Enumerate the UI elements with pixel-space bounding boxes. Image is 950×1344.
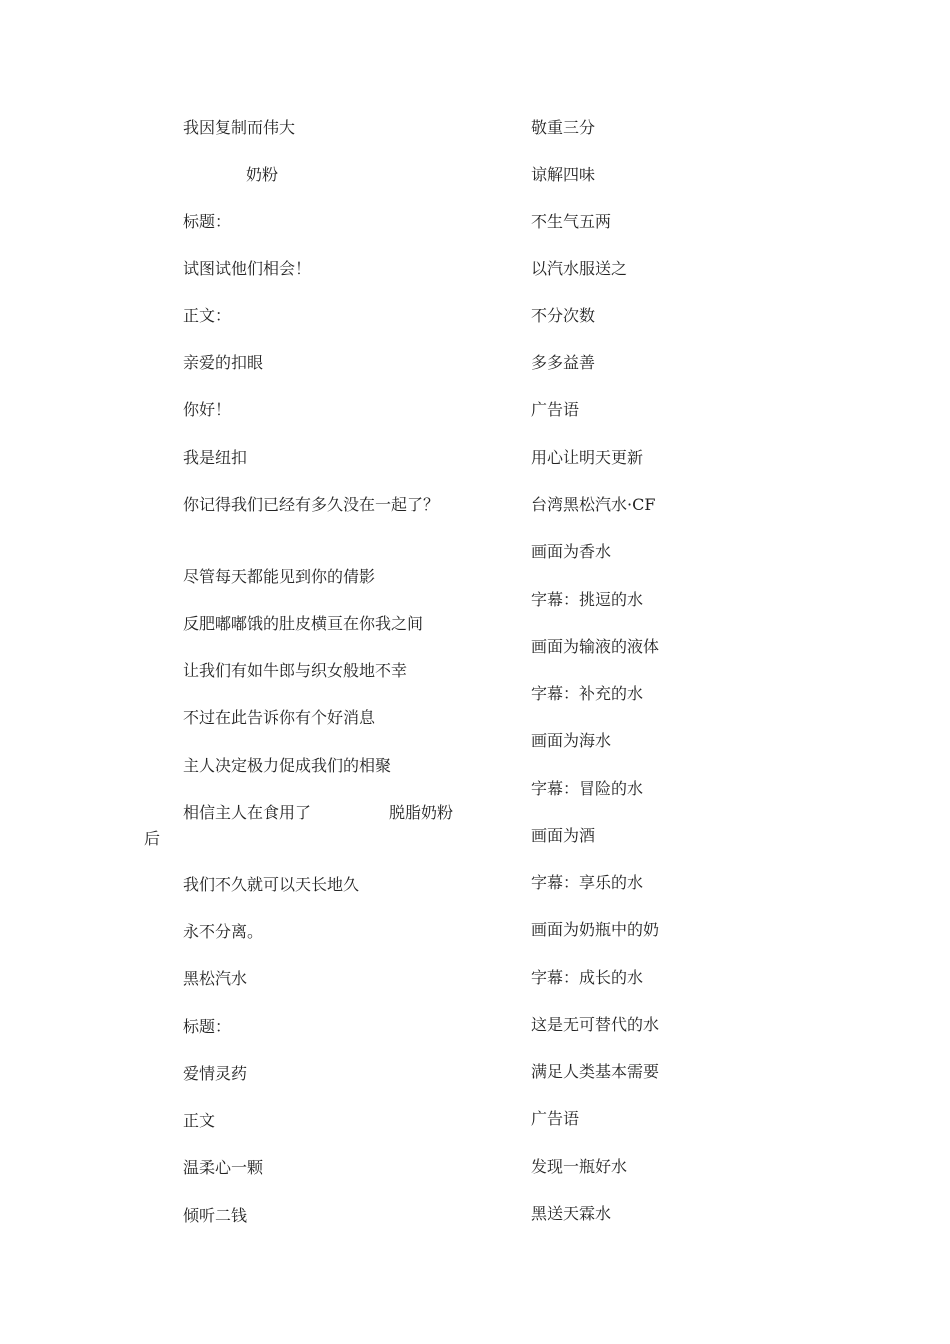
ad1-body-label: 正文： [183, 306, 232, 325]
slogan: 发现一瓶好水 [531, 1157, 628, 1176]
body-line: 亲爱的扣眼 [183, 353, 264, 372]
body-line: 永不分离。 [183, 922, 264, 941]
split-line-part-a: 相信主人在食用了 [183, 803, 312, 822]
body-line: 我是纽扣 [183, 448, 248, 467]
ad3-heading: 台湾黑松汽水·CF [531, 495, 656, 514]
body-line: 尽管每天都能见到你的倩影 [183, 567, 376, 586]
ad1-product: 奶粉 [246, 165, 279, 184]
body-line: 不分次数 [531, 306, 596, 325]
scene-line: 画面为海水 [531, 731, 612, 750]
body-line: 不过在此告诉你有个好消息 [183, 708, 376, 727]
body-line: 你好！ [183, 400, 232, 419]
slogan-label: 广告语 [531, 1109, 580, 1128]
ad1-title-label: 标题： [183, 212, 232, 231]
ad2-body-label: 正文 [183, 1111, 216, 1130]
caption-line: 字幕：补充的水 [531, 684, 644, 703]
body-line: 多多益善 [531, 353, 596, 372]
scene-line: 画面为香水 [531, 542, 612, 561]
body-line: 温柔心一颗 [183, 1158, 264, 1177]
brand-line: 黑送天霖水 [531, 1204, 612, 1223]
caption-line: 字幕：成长的水 [531, 968, 644, 987]
ad2-title: 爱情灵药 [183, 1064, 248, 1083]
split-line [183, 803, 453, 823]
body-line: 谅解四味 [531, 165, 596, 184]
body-line: 不生气五两 [531, 212, 612, 231]
body-line: 敬重三分 [531, 118, 596, 137]
body-line: 主人决定极力促成我们的相聚 [183, 756, 392, 775]
scene-line: 画面为酒 [531, 826, 596, 845]
body-line: 你记得我们已经有多久没在一起了？ [183, 495, 440, 514]
body-line: 满足人类基本需要 [531, 1062, 660, 1081]
body-line: 这是无可替代的水 [531, 1015, 660, 1034]
body-line: 让我们有如牛郎与织女般地不幸 [183, 661, 408, 680]
ad1-title: 试图试他们相会！ [183, 259, 312, 278]
caption-line: 字幕：挑逗的水 [531, 590, 644, 609]
body-line: 倾听二钱 [183, 1206, 248, 1225]
slogan: 用心让明天更新 [531, 448, 644, 467]
body-line: 我们不久就可以天长地久 [183, 875, 360, 894]
split-line-part-b: 脱脂奶粉 [388, 803, 453, 822]
ad1-headline: 我因复制而伟大 [183, 118, 296, 137]
caption-line: 字幕：享乐的水 [531, 873, 644, 892]
caption-line: 字幕：冒险的水 [531, 779, 644, 798]
body-line: 反肥嘟嘟饿的肚皮横亘在你我之间 [183, 614, 424, 633]
ad2-title-label: 标题： [183, 1017, 232, 1036]
slogan-label: 广告语 [531, 400, 580, 419]
body-line: 以汽水服送之 [531, 259, 628, 278]
ad2-product: 黑松汽水 [183, 969, 248, 988]
scene-line: 画面为输液的液体 [531, 637, 660, 656]
split-line-wrap: 后 [144, 829, 161, 848]
scene-line: 画面为奶瓶中的奶 [531, 920, 660, 939]
